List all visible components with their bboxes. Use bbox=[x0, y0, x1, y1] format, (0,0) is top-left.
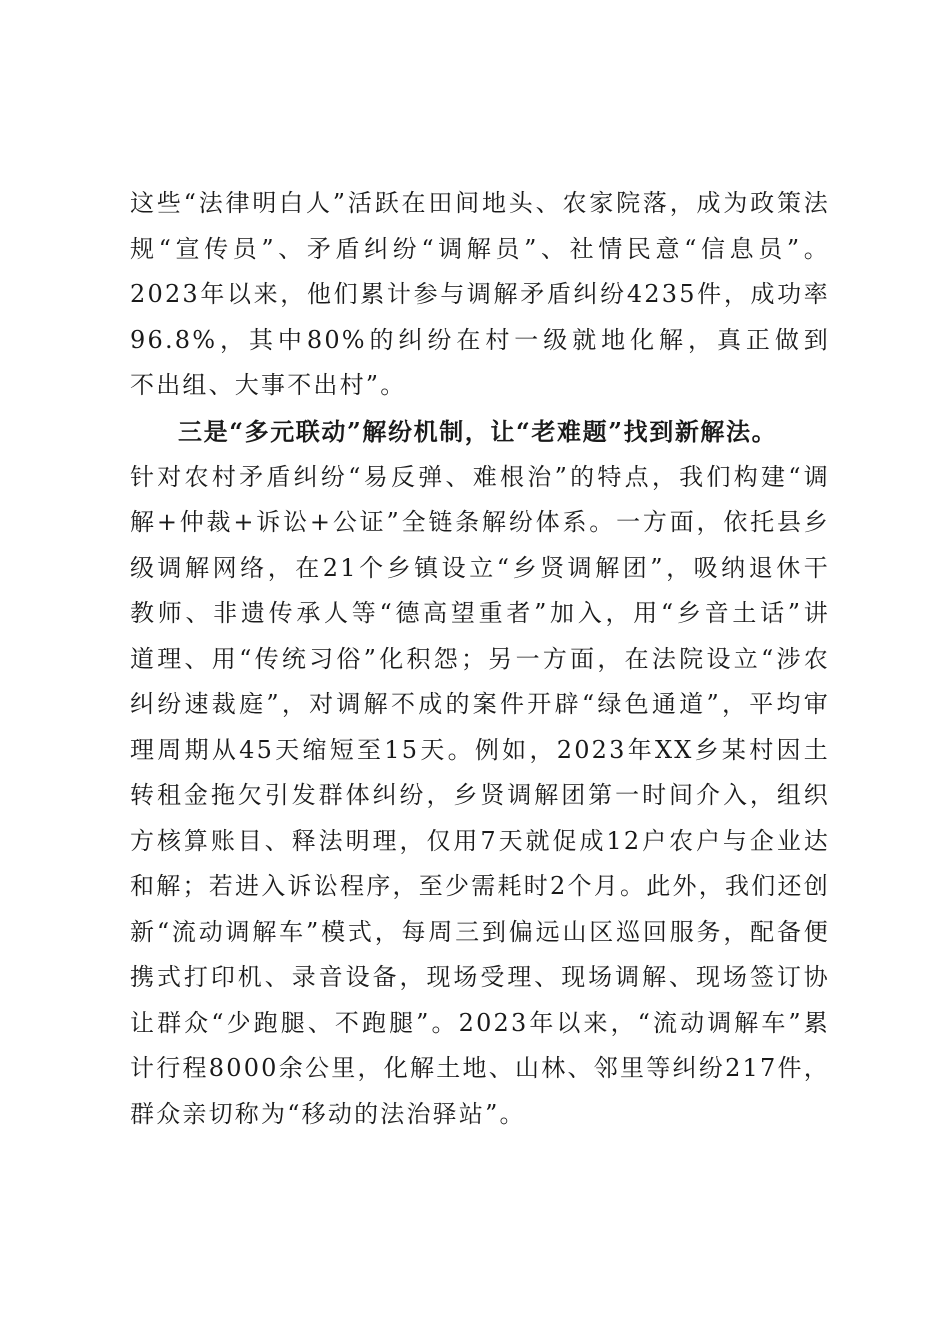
paragraph-2-line-8: 转租金拖欠引发群体纠纷，乡贤调解团第一时间介入，组织 bbox=[130, 781, 830, 809]
paragraph-1-line-5: 不出组、大事不出村”。 bbox=[130, 371, 407, 399]
section-heading: 三是“多元联动”解纷机制，让“老难题”找到新解法。 bbox=[178, 417, 778, 446]
paragraph-2-line-3: 级调解网络，在21个乡镇设立“乡贤调解团”，吸纳退休干 bbox=[130, 553, 830, 582]
paragraph-2-line-5: 道理、用“传统习俗”化积怨；另一方面，在法院设立“涉农 bbox=[130, 644, 830, 673]
paragraph-2-line-15: 群众亲切称为“移动的法治驿站”。 bbox=[130, 1099, 526, 1128]
paragraph-2-line-11: 新“流动调解车”模式，每周三到偏远山区巡回服务，配备便 bbox=[130, 917, 830, 946]
paragraph-2-line-12: 携式打印机、录音设备，现场受理、现场调解、现场签订协 bbox=[130, 963, 830, 991]
paragraph-1 bbox=[130, 181, 830, 409]
paragraph-2-line-13: 让群众“少跑腿、不跑腿”。2023年以来，“流动调解车”累 bbox=[130, 1008, 830, 1037]
paragraph-2 bbox=[130, 409, 830, 1137]
paragraph-1-line-3: 2023年以来，他们累计参与调解矛盾纠纷4235件，成功率 bbox=[130, 280, 830, 308]
paragraph-2-line-9: 方核算账目、释法明理，仅用7天就促成12户农户与企业达 bbox=[130, 826, 830, 855]
paragraph-2-line-7: 理周期从45天缩短至15天。例如，2023年XX乡某村因土 bbox=[130, 735, 830, 764]
paragraph-2-line-14: 计行程8000余公里，化解土地、山林、邻里等纠纷217件， bbox=[130, 1054, 830, 1082]
paragraph-1-line-2: 规“宣传员”、矛盾纠纷“调解员”、社情民意“信息员”。 bbox=[130, 234, 830, 263]
paragraph-2-line-2: 解+仲裁+诉讼+公证”全链条解纷体系。一方面，依托县乡 bbox=[130, 508, 830, 536]
paragraph-2-line-10: 和解；若进入诉讼程序，至少需耗时2个月。此外，我们还创 bbox=[130, 872, 830, 900]
paragraph-2-line-6: 纠纷速裁庭”，对调解不成的案件开辟“绿色通道”，平均审 bbox=[130, 690, 830, 718]
paragraph-2-line-1: 针对农村矛盾纠纷“易反弹、难根治”的特点，我们构建“调 bbox=[130, 462, 830, 491]
paragraph-1-line-1: 这些“法律明白人”活跃在田间地头、农家院落，成为政策法 bbox=[130, 189, 830, 217]
paragraph-2-line-4: 教师、非遗传承人等“德高望重者”加入，用“乡音土话”讲 bbox=[130, 599, 830, 627]
paragraph-1-line-4: 96.8%，其中80%的纠纷在村一级就地化解，真正做到 bbox=[130, 325, 830, 354]
